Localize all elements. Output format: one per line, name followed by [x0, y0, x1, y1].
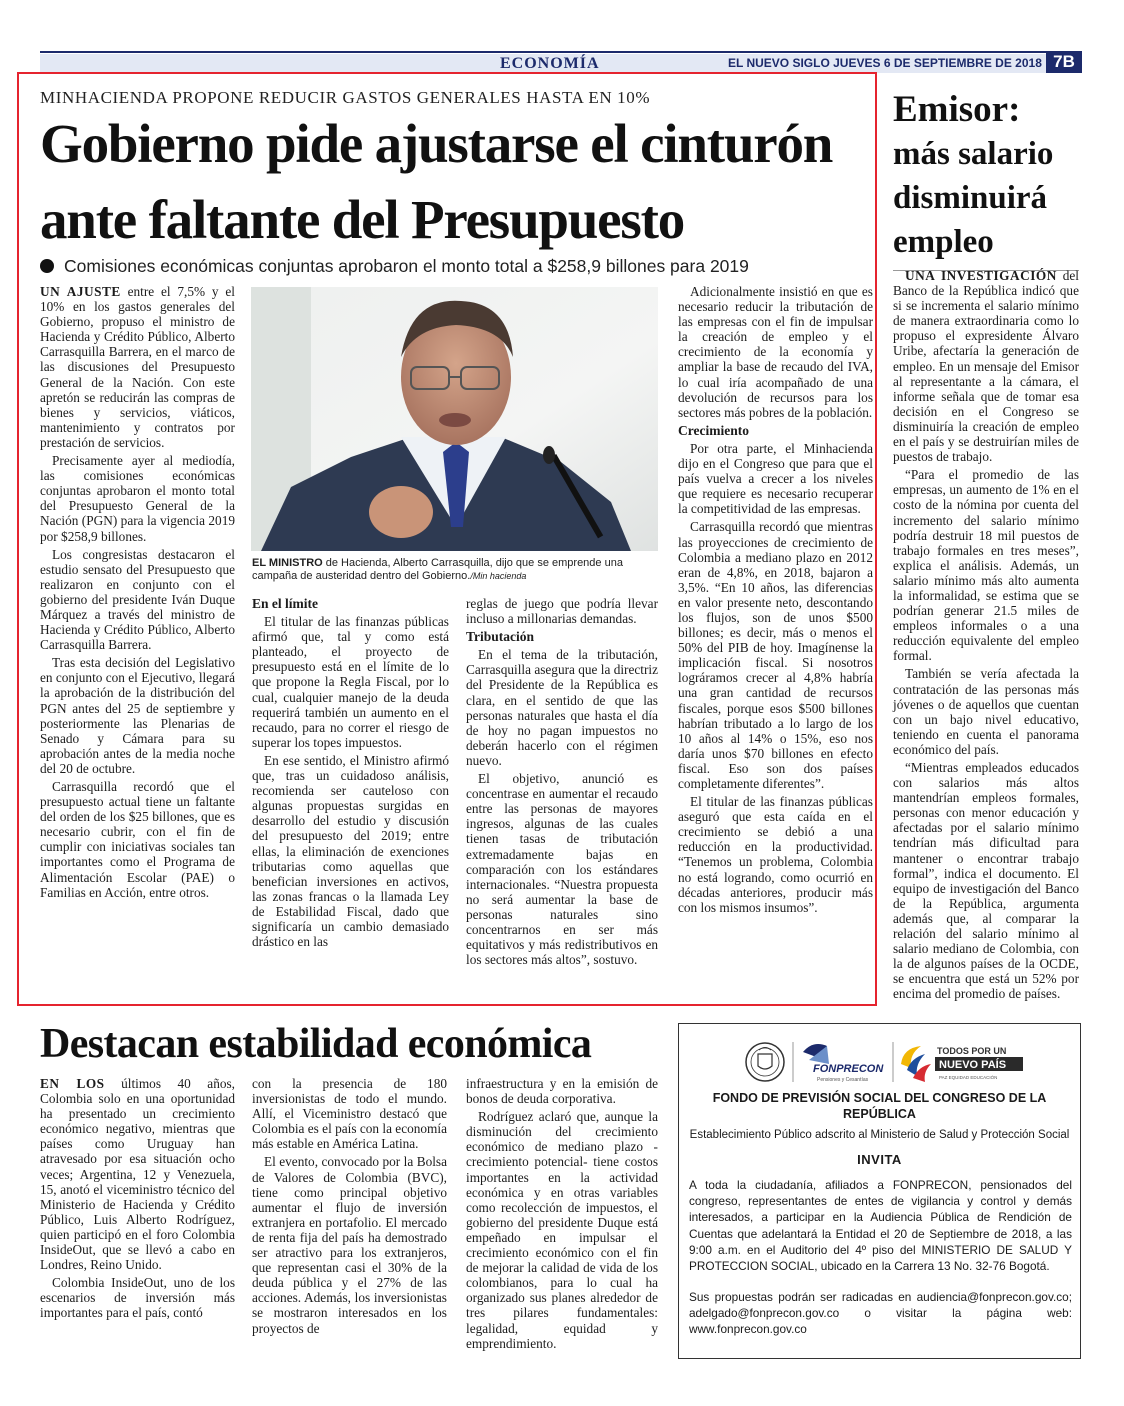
- ad-body-1: A toda la ciudadanía, afiliados a FONPRECON, pensionados del congreso, representantes de entes de vigilancia y control y demás interesados, a participar en la Audiencia Pública de Rendición de Cuentas que adelantará la Entidad el 20 de Septiembre de 2018, a las 9:00 a.m. en el Auditorio del 4º piso del MINISTERIO DE SALUD Y PROTECCION SOCIAL, ubicado en la Carrera 13 No. 32-76 Bogotá.: [689, 1178, 1072, 1274]
- paragraph: Por otra parte, el Minhacienda dijo en el Congreso que para que el país vuelva a crecer a los niveles que requiere es necesario recuperar la competitividad de las empresas.: [678, 440, 873, 517]
- second-article-column-3: [466, 1076, 658, 1354]
- ad-subtitle: Establecimiento Público adscrito al Ministerio de Salud y Protección Social: [689, 1129, 1070, 1141]
- paragraph: infraestructura y en la emisión de bonos de deuda corporativa.: [466, 1076, 658, 1107]
- bullet-icon: [40, 259, 54, 273]
- nuevo-pais-logo-icon: [901, 1046, 931, 1082]
- ad-logos: [743, 1034, 1043, 1090]
- fonprecon-logo-icon: [803, 1044, 829, 1064]
- minister-photo: [251, 287, 658, 551]
- paragraph: El titular de las finanzas públicas afirmó que, tal y como está planteado, el proyecto de presupuesto está en el límite de lo que propone la Regla Fiscal, por lo cual, cualquier manejo de la deuda requerirá también un aumento en el recaudo, para no correr el riesgo de superar los topes impuestos.: [252, 614, 449, 750]
- paragraph-text: últimos 40 años, Colombia solo en una oportunidad ha presentado un crecimiento económico negativo, mientras que países como Uruguay han atravesado por esa situación ocho veces; Argentina, 12 y Venezuela, 15, anotó el viceministro técnico del Ministerio de Hacienda y Crédito Público, Luis Alberto Rodríguez, quien participó en el foro Colombia InsideOut, que se llevó a cabo en Londres, Reino Unido.: [40, 1076, 235, 1273]
- paragraph: [40, 1076, 235, 1272]
- paragraph: “Para el promedio de las empresas, un aumento de 1% en el costo de la nómina por cuenta del incremento del salario mínimo podría destruir 18 mil puestos de trabajo formales en tres meses”, explica el análisis. Además, un salario mínimo más alto aumenta la informalidad, se estima que se podrían generar 21.5 miles de empleos informales o a una reducción equivalente del empleo formal.: [893, 467, 1079, 664]
- paragraph: con la presencia de 180 inversionistas de todo el mundo. Allí, el Viceministro destacó que Colombia es el país con la economía más estable en América Latina.: [252, 1076, 447, 1152]
- ad-title: FONDO DE PREVISIÓN SOCIAL DEL CONGRESO DE LA REPÚBLICA: [712, 1091, 1047, 1121]
- paragraph-text: del Banco de la República indicó que si se incrementa el salario mínimo de manera extraordinaria como lo propuso el expresidente Álvaro Uribe, afectaría la generación de empleo. En un mensaje del Emisor al representante a la cámara, el informe señala que de tomar esa decisión en el Congreso se disminuiría la creación de empleo en el país y se destruirían miles de puestos de trabajo.: [893, 268, 1079, 465]
- logo-fonprecon-sub: Pensiones y Cesantías: [817, 1077, 869, 1083]
- emisor-headline-line: disminuirá: [893, 180, 1048, 216]
- paragraph: “Mientras empleados educados con salarios más altos mantendrían empleos formales, personas con menor educación y afectadas por el salario mínimo tendrían más dificultad para mantener o encontrar trabajo formal”, indica el documento. El equipo de investigación del Banco de la República, argumenta además que, al comparar la relación del salario mínimo al salario mediano de Colombia, con la de algunos países de la OCDE, se encuentra que está un 52% por encima del promedio de países.: [893, 760, 1079, 1002]
- lead-in: UN AJUSTE: [40, 284, 121, 299]
- lead-in: UNA INVESTIGACIÓN: [905, 268, 1057, 283]
- photo-credit: /Min hacienda: [470, 571, 527, 581]
- kicker: MINHACIENDA PROPONE REDUCIR GASTOS GENERALES HASTA EN 10%: [40, 88, 651, 107]
- coat-of-arms-icon: [746, 1043, 784, 1081]
- article-column-4: [678, 284, 873, 918]
- fonprecon-advertisement: [678, 1023, 1081, 1359]
- article-column-1: [40, 284, 235, 903]
- emisor-headline-line: más salario: [893, 136, 1054, 172]
- photo-caption: [252, 557, 658, 583]
- second-article-column-1: [40, 1076, 235, 1324]
- deck-text: Comisiones económicas conjuntas aprobaron el monto total a $258,9 billones para 2019: [64, 256, 749, 276]
- second-headline: Destacan estabilidad económica: [40, 1021, 592, 1067]
- page-number: 7B: [1046, 51, 1082, 73]
- paragraph: Los congresistas destacaron el estudio sensato del Presupuesto que realizaron en conjunto con el gobierno del presidente Iván Duque Márquez a través del ministro de Hacienda y Crédito Público, Alberto Carrasquilla Barrera.: [40, 546, 235, 653]
- paragraph: El evento, convocado por la Bolsa de Valores de Colombia (BVC), tiene como principal objetivo aumentar el flujo de inversión extranjera en portafolio. El mercado de renta fija del país ha demostrado ser atractivo para los extranjeros, que representan casi el 30% de la deuda pública y el 27% de las acciones. Además, los inversionistas se mostraron interesados en los proyectos de: [252, 1154, 447, 1336]
- article-column-3: [466, 596, 658, 970]
- deck: [40, 256, 749, 277]
- subhead: En el límite: [252, 596, 318, 611]
- paragraph: En ese sentido, el Ministro afirmó que, tras un cuidadoso análisis, recomienda ser cauteloso con algunas propuestas surgidas en desarrollo del estudio y discusión del presupuesto del 2019; entre ellas, la eliminación de exenciones tributarias como aquellas que benefician inversiones en activos, las zonas francas o la llamada Ley de Estabilidad Fiscal, dado que significaría un cambio demasiado drástico en las: [252, 752, 449, 950]
- paragraph: Colombia InsideOut, uno de los escenarios de inversión más importantes para el país, contó: [40, 1275, 235, 1321]
- caption-lead: EL MINISTRO: [252, 557, 323, 569]
- paragraph: El objetivo, anunció es concentrase en aumentar el recaudo entre las personas de mayores ingresos, algunas de las cuales tienen tasas de tributación extremadamente bajas en comparación con los estándares internacionales. “Nuestra propuesta no será aumentar la base de personas naturales sino concentrarnos en ser más equitativos y más redistributivos en los sectores más altos”, sostuvo.: [466, 771, 658, 968]
- caption-text: de Hacienda, Alberto Carrasquilla, dijo que se emprende una campaña de austeridad dentro del Gobierno.: [252, 557, 623, 582]
- paragraph: El titular de las finanzas públicas aseguró que esta caída en el crecimiento se debió a una reducción en la productividad. “Tenemos un problema, Colombia no está logrando, como ocurrió en décadas anteriores, producir más con los mismos insumos”.: [678, 794, 873, 915]
- paragraph: Tras esta decisión del Legislativo en conjunto con el Ejecutivo, llegará la aprobación de la distribución del PGN antes del 25 de septiembre y posteriormente las Plenarias de Senado y Cámara para su aprobación antes de la media noche del 20 de octubre.: [40, 655, 235, 776]
- emisor-headline-line: empleo: [893, 224, 994, 260]
- emisor-column: [893, 268, 1079, 1005]
- lead-in: EN LOS: [40, 1076, 105, 1091]
- headline-line-1: Gobierno pide ajustarse el cinturón: [40, 113, 833, 174]
- paragraph: Adicionalmente insistió en que es necesario reducir la tributación de las empresas con el fin de impulsar la creación de empleo y el crecimiento de la economía y ampliar la base de recaudo del IVA, lo cual iría acompañado de una devolución de recursos para los sectores más pobres de la población.: [678, 284, 873, 420]
- paragraph: Precisamente ayer al mediodía, las comisiones económicas conjuntas aprobaron el monto total del Presupuesto General de la Nación (PGN) para la vigencia 2019 por $258,9 billones.: [40, 453, 235, 544]
- page-header: [40, 51, 1082, 73]
- paragraph: reglas de juego que podría llevar incluso a millonarias demandas.: [466, 596, 658, 627]
- paragraph: Carrasquilla recordó que mientras las proyecciones de crecimiento de Colombia a mediano plazo en 2012 eran de 4,8%, en 2018, bajaron a 3,5%. “En 10 años, las diferencias en valor presente neto, descontando los flujos, son de unos $500 billones; es decir, más o menos el 50% del PIB de hoy. Imagínense la implicación fiscal. Si nosotros lográramos crecer al 4,8% habría una gran cantidad de recursos fiscales, porque esos $500 billones habrían tributado a lo largo de los 10 años al 14% o 15%, eso nos daría unos $70 billones en efecto fiscal. Eso son dos países completamente diferentes”.: [678, 519, 873, 791]
- logo-nuevo-pais-b: NUEVO PAÍS: [939, 1059, 1007, 1071]
- section-name: ECONOMÍA: [500, 55, 600, 72]
- paragraph-text: entre el 7,5% y el 10% en los gastos generales del Gobierno, propuso el ministro de Hacienda y Crédito Público, Alberto Carrasquilla Barrera, en el marco de las discusiones del Presupuesto General de la Nación. Con este apretón se reducirán las compras de bienes y servicios, viáticos, mantenimiento y contratos por prestación de servicios.: [40, 284, 235, 450]
- paragraph: También se vería afectada la contratación de las personas más jóvenes o de aquellos que cuentan con un bajo nivel educativo, teniendo en cuenta el panorama económico del país.: [893, 666, 1079, 757]
- headline-line-2: ante faltante del Presupuesto: [40, 189, 684, 250]
- logo-nuevo-pais-c: PAZ EQUIDAD EDUCACIÓN: [939, 1075, 998, 1080]
- newspaper-date: EL NUEVO SIGLO JUEVES 6 DE SEPTIEMBRE DE 2018: [728, 56, 1042, 70]
- header-rule: [40, 51, 1082, 53]
- paragraph: Carrasquilla recordó que el presupuesto actual tiene un faltante del orden de los $25 billones, que es necesario cubrir, con el fin de cumplir con iniciativas sociales tan importantes como el Programa de Alimentación Escolar (PAE) o Familias en Acción, entre otros.: [40, 779, 235, 900]
- paragraph: Rodríguez aclaró que, aunque la disminución del crecimiento económico de mediano plazo -crecimiento potencial- tiene costos importantes en la actividad económica y en otras variables como recolección de impuestos, el gobierno del presidente Duque está empeñado en impulsar el crecimiento económico con el fin de mejorar la calidad de vida de los colombianos, para lo cual ha organizado sus planes alrededor de tres pilares fundamentales: legalidad, equidad y emprendimiento.: [466, 1109, 658, 1351]
- paragraph: [40, 284, 235, 450]
- logo-nuevo-pais-a: TODOS POR UN: [937, 1046, 1007, 1056]
- ad-body-2: Sus propuestas podrán ser radicadas en audiencia@fonprecon.gov.co; adelgado@fonprecon.gov.co o visitar la página web: www.fonprecon.gov.co: [689, 1290, 1072, 1337]
- ad-invita: INVITA: [857, 1152, 902, 1167]
- subhead: Tributación: [466, 629, 535, 645]
- subhead: Crecimiento: [678, 422, 749, 438]
- second-article-column-2: [252, 1076, 447, 1339]
- logo-fonprecon-text: FONPRECON: [813, 1063, 884, 1075]
- emisor-headline-line: Emisor:: [893, 89, 1021, 130]
- paragraph: [893, 268, 1079, 464]
- paragraph: En el tema de la tributación, Carrasquilla asegura que la directriz del Presidente de la República es clara, en el sentido de que las personas naturales que hasta el día de hoy no pagan impuestos no deberán hacerlo con el régimen nuevo.: [466, 647, 658, 768]
- article-column-2: [252, 596, 449, 952]
- emisor-headline: [893, 88, 1079, 271]
